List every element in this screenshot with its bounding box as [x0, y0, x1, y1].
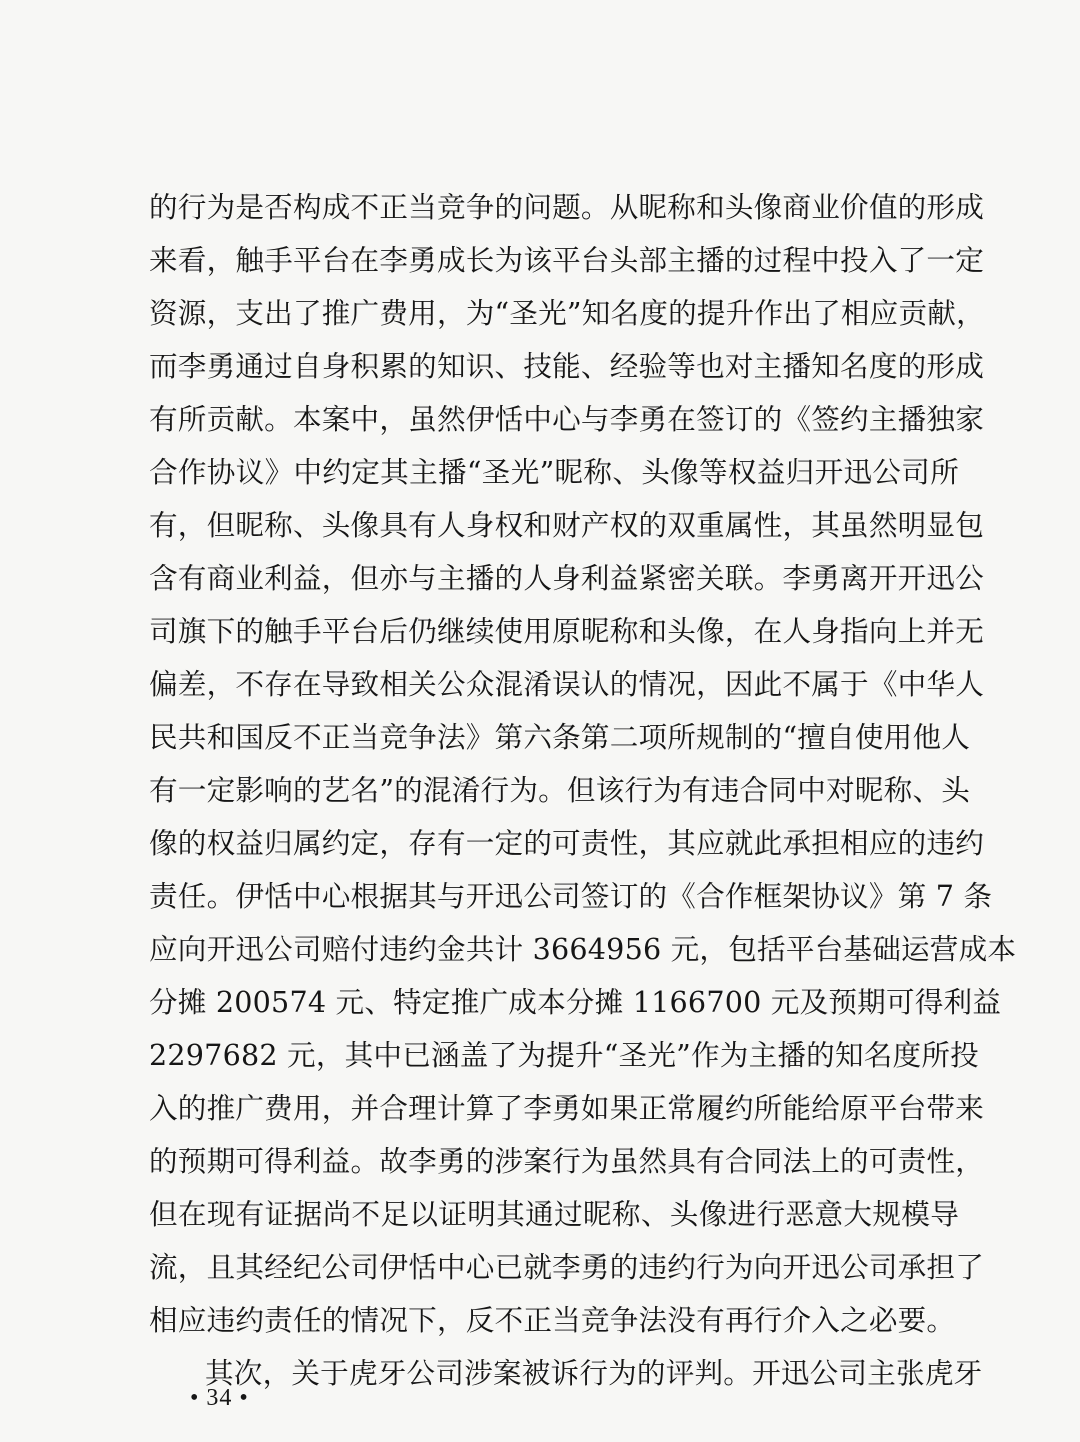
- text-line: 而李勇通过自身积累的知识、技能、经验等也对主播知名度的形成: [149, 349, 985, 383]
- text-line: 相应违约责任的情况下，反不正当竞争法没有再行介入之必要。: [149, 1303, 956, 1337]
- text-line: 其次，关于虎牙公司涉案被诉行为的评判。开迅公司主张虎牙: [205, 1356, 983, 1390]
- text-line: 分摊 200574 元、特定推广成本分摊 1166700 元及预期可得利益: [149, 985, 1002, 1019]
- text-line: 应向开迅公司赔付违约金共计 3664956 元，包括平台基础运营成本: [149, 932, 1017, 966]
- text-line: 有一定影响的艺名”的混淆行为。但该行为有违合同中对昵称、头: [149, 773, 971, 807]
- text-line: 来看，触手平台在李勇成长为该平台头部主播的过程中投入了一定: [149, 243, 985, 277]
- text-line: 入的推广费用，并合理计算了李勇如果正常履约所能给原平台带来: [149, 1091, 985, 1125]
- text-line: 民共和国反不正当竞争法》第六条第二项所规制的“擅自使用他人: [149, 720, 971, 754]
- text-line: 有所贡献。本案中，虽然伊恬中心与李勇在签订的《签约主播独家: [149, 402, 985, 436]
- text-line: 资源，支出了推广费用，为“圣光”知名度的提升作出了相应贡献，: [149, 296, 985, 330]
- text-line: 但在现有证据尚不足以证明其通过昵称、头像进行恶意大规模导: [149, 1197, 959, 1231]
- text-line: 含有商业利益，但亦与主播的人身利益紧密关联。李勇离开开迅公: [149, 561, 985, 595]
- text-line: 合作协议》中约定其主播“圣光”昵称、头像等权益归开迅公司所: [149, 455, 959, 489]
- text-line: 有，但昵称、头像具有人身权和财产权的双重属性，其虽然明显包: [149, 508, 985, 542]
- text-line: 的行为是否构成不正当竞争的问题。从昵称和头像商业价值的形成: [149, 190, 985, 224]
- text-line: 流，且其经纪公司伊恬中心已就李勇的违约行为向开迅公司承担了: [149, 1250, 985, 1284]
- text-line: 像的权益归属约定，存有一定的可责性，其应就此承担相应的违约: [149, 826, 985, 860]
- text-line: 偏差，不存在导致相关公众混淆误认的情况，因此不属于《中华人: [149, 667, 985, 701]
- text-line: 的预期可得利益。故李勇的涉案行为虽然具有合同法上的可责性，: [149, 1144, 985, 1178]
- page-number: • 34 •: [190, 1385, 249, 1411]
- text-line: 责任。伊恬中心根据其与开迅公司签订的《合作框架协议》第 7 条: [149, 879, 993, 913]
- text-line: 司旗下的触手平台后仍继续使用原昵称和头像，在人身指向上并无: [149, 614, 985, 648]
- text-line: 2297682 元，其中已涵盖了为提升“圣光”作为主播的知名度所投: [149, 1038, 979, 1072]
